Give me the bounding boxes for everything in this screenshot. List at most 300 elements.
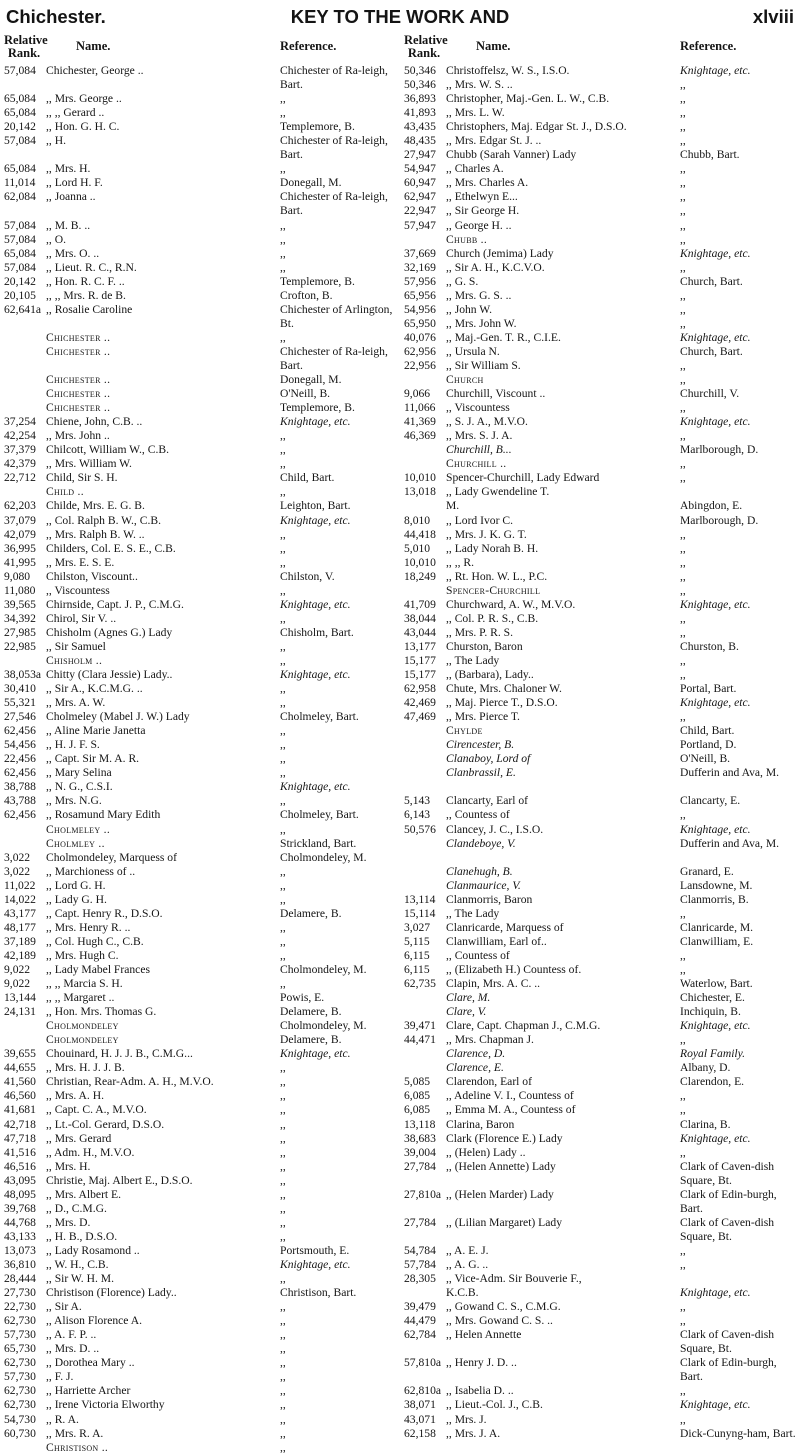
entry-row <box>4 780 396 794</box>
relative-rank: 27,985 <box>4 625 36 639</box>
entry-reference: Templemore, B. <box>280 274 355 288</box>
entry-name: ,, Mrs. A. W. <box>46 696 106 710</box>
relative-rank: 62,730 <box>4 1356 36 1370</box>
relative-rank: 20,142 <box>4 274 36 288</box>
entry-row <box>4 921 396 935</box>
entry-name: ,, Mrs. P. R. S. <box>446 625 514 639</box>
relative-rank: 36,995 <box>4 541 36 555</box>
entry-reference: ,, <box>280 1061 286 1075</box>
entry-row <box>404 1328 796 1356</box>
relative-rank: 5,010 <box>404 541 431 555</box>
entry-row <box>404 373 796 387</box>
entry-row <box>4 1160 396 1174</box>
entry-row <box>404 92 796 106</box>
relative-rank: 9,066 <box>404 387 431 401</box>
relative-rank: 5,143 <box>404 794 431 808</box>
relative-rank: 43,788 <box>4 794 36 808</box>
relative-rank: 10,010 <box>404 555 436 569</box>
relative-rank: 65,950 <box>404 316 436 330</box>
entry-name: Clarence, E. <box>446 1061 504 1075</box>
entry-reference: ,, <box>280 1117 286 1131</box>
relative-rank: 57,084 <box>4 218 36 232</box>
entry-reference: ,, <box>280 1370 286 1384</box>
entry-reference: ,, <box>680 1089 686 1103</box>
entry-row <box>404 654 796 668</box>
entry-name: Chouinard, H. J. J. B., C.M.G... <box>46 1047 193 1061</box>
entry-name: ,, Lieut.-Col. J., C.B. <box>446 1398 543 1412</box>
entry-reference: ,, <box>680 401 686 415</box>
entry-row <box>404 1258 796 1272</box>
entry-name: ,, Maj. Pierce T., D.S.O. <box>446 696 558 710</box>
entry-name: Churchill, Viscount .. <box>446 387 546 401</box>
entry-reference: ,, <box>280 1272 286 1286</box>
entry-row <box>4 92 396 106</box>
entry-name: Cholmondeley, Marquess of <box>46 850 177 864</box>
entry-reference: ,, <box>680 429 686 443</box>
entry-name: ,, Joanna .. <box>46 190 96 204</box>
entry-reference: ,, <box>680 1103 686 1117</box>
entry-reference: ,, <box>680 583 686 597</box>
entry-reference: O'Neill, B. <box>280 387 331 401</box>
entry-row <box>404 1019 796 1033</box>
entry-row <box>4 1089 396 1103</box>
entry-reference: Albany, D. <box>680 1061 731 1075</box>
relative-rank: 22,956 <box>404 358 436 372</box>
entry-name: ,, Sir William S. <box>446 358 521 372</box>
relative-rank: 38,788 <box>4 780 36 794</box>
entry-reference: ,, <box>280 541 286 555</box>
entry-name: ,, Mrs. R. A. <box>46 1426 104 1440</box>
entry-row <box>4 1441 396 1455</box>
entry-row <box>404 134 796 148</box>
relative-rank: 5,085 <box>404 1075 431 1089</box>
relative-rank: 41,681 <box>4 1103 36 1117</box>
entry-reference: ,, <box>680 190 686 204</box>
entry-reference: ,, <box>280 1187 286 1201</box>
entry-reference: ,, <box>280 948 286 962</box>
entry-reference: ,, <box>680 120 686 134</box>
entry-name: Chirnside, Capt. J. P., C.M.G. <box>46 597 184 611</box>
entry-reference: ,, <box>680 541 686 555</box>
relative-rank: 57,084 <box>4 232 36 246</box>
relative-rank: 48,435 <box>404 134 436 148</box>
relative-rank: 13,114 <box>404 892 436 906</box>
entry-name: ,, Mrs. H. <box>46 162 91 176</box>
entry-row <box>404 977 796 991</box>
relative-rank: 38,071 <box>404 1398 436 1412</box>
entry-reference: Clancarty, E. <box>680 794 741 808</box>
relative-rank: 15,177 <box>404 668 436 682</box>
relative-rank: 15,177 <box>404 653 436 667</box>
relative-rank: 6,115 <box>404 963 430 976</box>
entry-name: ,, Lady Norah B. H. <box>446 541 539 555</box>
entry-reference: Chilston, V. <box>280 569 335 583</box>
entry-row <box>404 584 796 598</box>
relative-rank: 43,435 <box>404 120 436 134</box>
entry-name: Chiene, John, C.B. .. <box>46 415 143 429</box>
entry-reference: ,, <box>680 1257 686 1271</box>
entry-reference: ,, <box>280 555 286 569</box>
relative-rank: 62,784 <box>404 1328 436 1342</box>
entry-row <box>404 598 796 612</box>
entry-row <box>404 1384 796 1398</box>
entry-name: Chylde <box>446 724 483 738</box>
entry-name: K.C.B. <box>446 1286 479 1300</box>
entry-reference: ,, <box>680 906 686 920</box>
entry-row <box>404 1061 796 1075</box>
entry-row <box>404 120 796 134</box>
entry-name: ,, Mrs. J. A. <box>446 1426 501 1440</box>
entry-row <box>4 1413 396 1427</box>
relative-rank: 46,560 <box>4 1089 36 1103</box>
entry-name: Clanricarde, Marquess of <box>446 920 564 934</box>
entry-row <box>404 1216 796 1244</box>
entry-reference: Knightage, etc. <box>280 513 351 527</box>
entry-row <box>404 907 796 921</box>
entry-name: ,, The Lady <box>446 653 500 667</box>
relative-rank: 44,479 <box>404 1314 436 1328</box>
entry-reference: ,, <box>280 822 286 836</box>
entry-reference: ,, <box>680 1145 686 1159</box>
entry-row <box>404 1075 796 1089</box>
entry-name: Christopher, Maj.-Gen. L. W., C.B. <box>446 92 610 106</box>
entry-reference: Knightage, etc. <box>680 1019 751 1033</box>
entry-name: ,, Mrs. Albert E. <box>46 1187 122 1201</box>
entry-row <box>404 514 796 528</box>
entry-name: ,, (Elizabeth H.) Countess of. <box>446 963 582 976</box>
relative-rank: 22,730 <box>4 1300 36 1314</box>
entry-row <box>4 584 396 598</box>
entry-row <box>4 176 396 190</box>
entry-row <box>4 865 396 879</box>
entry-name: ,, Lieut. R. C., R.N. <box>46 260 137 274</box>
entry-name: ,, A. G. .. <box>446 1257 489 1271</box>
relative-rank: 39,655 <box>4 1047 36 1061</box>
entry-name: Chubb .. <box>446 232 488 246</box>
relative-rank: 32,169 <box>404 260 436 274</box>
entry-reference: Dick-Cunyng-ham, Bart. <box>680 1426 796 1440</box>
entry-name: Clare, M. <box>446 991 491 1005</box>
entry-name: Chilston, Viscount.. <box>46 569 138 583</box>
entry-name: Christie, Maj. Albert E., D.S.O. <box>46 1173 193 1187</box>
entry-name: ,, Col. Hugh C., C.B. <box>46 934 144 948</box>
entry-row <box>4 1370 396 1384</box>
entry-row <box>4 1328 396 1342</box>
entry-row <box>404 1005 796 1019</box>
entry-row <box>404 1047 796 1061</box>
entry-reference: Cholmondeley, M. <box>280 1019 367 1033</box>
entry-reference: Chichester of Ra-leigh, Bart. <box>280 64 388 92</box>
entry-name: ,, Lady G. H. <box>46 892 107 906</box>
entry-name: ,, Col. P. R. S., C.B. <box>446 611 539 625</box>
entry-row <box>4 1384 396 1398</box>
relative-rank: 38,053a <box>4 668 42 682</box>
entry-name: ,, Mary Selina <box>46 766 112 780</box>
relative-rank: 28,444 <box>4 1272 36 1286</box>
relative-rank: 60,947 <box>404 176 436 190</box>
relative-rank: 62,456 <box>4 766 36 780</box>
entry-row <box>404 429 796 443</box>
entry-reference: Knightage, etc. <box>280 597 351 611</box>
entry-name: Churston, Baron <box>446 639 523 653</box>
relative-rank: 9,080 <box>4 569 31 583</box>
entry-name: ,, Mrs. D. .. <box>46 1342 100 1356</box>
entry-name: ,, N. G., C.S.I. <box>46 780 113 794</box>
entry-reference: ,, <box>280 1201 286 1215</box>
entry-reference: ,, <box>280 611 286 625</box>
relative-rank: 57,947 <box>404 218 436 232</box>
relative-rank: 54,784 <box>404 1243 436 1257</box>
entry-reference: Knightage, etc. <box>680 597 751 611</box>
entry-name: ,, Gowand C. S., C.M.G. <box>446 1300 561 1314</box>
entry-name: ,, Rosamund Mary Edith <box>46 808 161 822</box>
entry-row <box>4 1118 396 1132</box>
entry-name: ,, Mrs. Charles A. <box>446 176 529 190</box>
entry-row <box>404 1160 796 1188</box>
relative-rank: 62,735 <box>404 977 436 991</box>
entry-name: Chubb (Sarah Vanner) Lady <box>446 148 577 162</box>
entry-reference: ,, <box>280 1426 286 1440</box>
relative-rank: 57,730 <box>4 1370 36 1384</box>
entry-row <box>404 1300 796 1314</box>
relative-rank: 57,784 <box>404 1257 436 1271</box>
entry-name: Clarendon, Earl of <box>446 1075 532 1089</box>
entry-row <box>4 401 396 415</box>
relative-rank: 47,718 <box>4 1131 36 1145</box>
entry-name: Clanmaurice, V. <box>446 878 521 892</box>
entry-row <box>404 921 796 935</box>
entry-name: ,, Mrs. G. S. .. <box>446 288 512 302</box>
entry-name: ,, Sir George H. <box>446 204 520 218</box>
entry-name: ,, Sir W. H. M. <box>46 1272 114 1286</box>
entry-reference: Chubb, Bart. <box>680 148 740 162</box>
header-left: Chichester. <box>6 6 106 27</box>
relative-rank: 62,730 <box>4 1314 36 1328</box>
relative-rank: 62,810a <box>404 1384 442 1398</box>
entry-row <box>4 1061 396 1075</box>
entry-name: ,, Hon. G. H. C. <box>46 120 120 134</box>
entry-row <box>404 106 796 120</box>
entry-row <box>4 1258 396 1272</box>
relative-rank: 57,730 <box>4 1328 36 1342</box>
entry-reference: ,, <box>680 1412 686 1426</box>
entry-row <box>404 935 796 949</box>
entry-reference: ,, <box>680 373 686 387</box>
entry-name: ,, D., C.M.G. <box>46 1201 107 1215</box>
entry-name: ,, Mrs. John .. <box>46 429 110 443</box>
entry-name: Clancey, J. C., I.S.O. <box>446 822 544 836</box>
entry-name: Childers, Col. E. S. E., C.B. <box>46 541 176 555</box>
entry-row <box>4 766 396 780</box>
entry-reference: ,, <box>680 948 686 962</box>
entry-row <box>404 471 796 485</box>
entry-row <box>4 289 396 303</box>
relative-rank: 13,118 <box>404 1117 436 1131</box>
entry-row <box>4 1033 396 1047</box>
relative-rank: 9,022 <box>4 977 31 991</box>
column-header <box>404 34 796 64</box>
entry-name: ,, Countess of <box>446 808 510 822</box>
entry-name: ,, Mrs. S. J. A. <box>446 429 513 443</box>
entry-row <box>404 204 796 218</box>
entry-name: ,, Lady Mabel Frances <box>46 963 150 976</box>
entry-name: Chichester .. <box>46 330 111 344</box>
entry-name: ,, (Barbara), Lady.. <box>446 668 534 682</box>
entry-reference: Clark of Edin-burgh, Bart. <box>680 1187 777 1215</box>
entry-row <box>404 949 796 963</box>
relative-rank: 27,730 <box>4 1286 36 1300</box>
entry-row <box>4 808 396 822</box>
entry-row <box>4 935 396 949</box>
entry-row <box>4 570 396 584</box>
entry-row <box>404 1146 796 1160</box>
entry-reference: Child, Bart. <box>280 471 335 485</box>
entry-reference: Chichester of Arlington, Bt. <box>280 302 393 330</box>
entry-reference: ,, <box>680 569 686 583</box>
entry-reference: ,, <box>280 232 286 246</box>
relative-rank: 15,114 <box>404 906 436 920</box>
entry-row <box>404 1103 796 1117</box>
entry-row <box>4 443 396 457</box>
entry-name: Churchill .. <box>446 457 507 471</box>
column-header <box>4 34 396 64</box>
entry-name: Clanwilliam, Earl of.. <box>446 934 547 948</box>
relative-rank: 38,044 <box>404 611 436 625</box>
entry-reference: ,, <box>680 232 686 246</box>
entry-reference: ,, <box>280 696 286 710</box>
entry-name: Clandeboye, V. <box>446 836 516 850</box>
entry-row <box>4 373 396 387</box>
entry-row <box>4 162 396 176</box>
entry-name: Childe, Mrs. E. G. B. <box>46 499 145 513</box>
entry-row <box>404 682 796 696</box>
entry-reference: ,, <box>280 1300 286 1314</box>
entry-row <box>404 289 796 303</box>
entry-reference: ,, <box>280 527 286 541</box>
entry-row <box>404 317 796 331</box>
relative-rank: 44,471 <box>404 1033 436 1047</box>
entry-row <box>4 794 396 808</box>
relative-rank: 57,084 <box>4 134 36 148</box>
entry-name: ,, Mrs. Gerard <box>46 1131 112 1145</box>
entry-name: Clanmorris, Baron <box>446 892 533 906</box>
entry-row <box>404 64 796 78</box>
entry-row <box>4 963 396 977</box>
entry-reference: Knightage, etc. <box>680 822 751 836</box>
entry-row <box>4 598 396 612</box>
entry-row <box>4 387 396 401</box>
entry-reference: ,, <box>680 1243 686 1257</box>
relative-rank: 54,456 <box>4 738 36 752</box>
entry-reference: ,, <box>280 1229 286 1243</box>
entry-reference: Lansdowne, M. <box>680 878 753 892</box>
relative-rank: 41,560 <box>4 1075 36 1089</box>
entry-reference: ,, <box>280 1215 286 1229</box>
relative-rank: 43,044 <box>404 625 436 639</box>
relative-rank: 10,010 <box>404 471 436 485</box>
entry-reference: Clanwilliam, E. <box>680 934 754 948</box>
entry-reference: Chichester of Ra-leigh, Bart. <box>280 134 388 162</box>
entry-row <box>4 626 396 640</box>
relative-rank: 9,022 <box>4 963 31 976</box>
entry-reference: Clark of Caven-dish Square, Bt. <box>680 1159 775 1187</box>
entry-name: ,, Mrs. E. S. E. <box>46 555 115 569</box>
entry-name: ,, ,, R. <box>446 555 475 569</box>
relative-rank: 41,369 <box>404 415 436 429</box>
relative-rank: 62,947 <box>404 190 436 204</box>
entry-reference: Chichester of Ra-leigh, Bart. <box>280 344 388 372</box>
relative-rank: 62,203 <box>4 499 36 513</box>
entry-reference: ,, <box>280 260 286 274</box>
relative-rank: 47,469 <box>404 710 436 724</box>
relative-rank: 54,947 <box>404 162 436 176</box>
entry-reference: ,, <box>280 934 286 948</box>
entry-reference: ,, <box>280 1412 286 1426</box>
name-heading: Name. <box>76 39 111 53</box>
entry-name: Spencer-Churchill, Lady Edward <box>446 471 600 485</box>
entry-row <box>404 1356 796 1384</box>
entry-reference: ,, <box>280 864 286 878</box>
relative-rank: 44,655 <box>4 1061 36 1075</box>
entry-reference: ,, <box>280 1089 286 1103</box>
entry-row <box>404 1413 796 1427</box>
relative-rank: 50,346 <box>404 64 436 77</box>
entry-row <box>4 1244 396 1258</box>
entry-name: Cholmley .. <box>46 836 105 850</box>
entry-name: ,, Mrs. J. <box>446 1412 487 1426</box>
entry-reference: ,, <box>680 260 686 274</box>
entry-name: ,, ,, Mrs. R. de B. <box>46 288 126 302</box>
entry-name: ,, Mrs. D. <box>46 1215 91 1229</box>
entry-name: M. <box>446 499 460 513</box>
entry-name: ,, Mrs. Edgar St. J. .. <box>446 134 542 148</box>
entry-name: ,, (Lilian Margaret) Lady <box>446 1215 562 1229</box>
entry-row <box>404 485 796 499</box>
relative-rank: 57,956 <box>404 274 436 288</box>
entry-reference: Clanricarde, M. <box>680 920 754 934</box>
entry-name: ,, Hon. R. C. F. .. <box>46 274 125 288</box>
entry-name: ,, Mrs. Henry R. .. <box>46 920 131 934</box>
entry-row <box>4 261 396 275</box>
entry-row <box>4 1202 396 1216</box>
entry-reference: ,, <box>280 1314 286 1328</box>
entry-reference: ,, <box>280 1131 286 1145</box>
relative-rank: 13,177 <box>404 639 436 653</box>
relative-rank: 28,305 <box>404 1272 436 1286</box>
entry-row <box>404 443 796 457</box>
entry-row <box>4 134 396 162</box>
entry-row <box>4 485 396 499</box>
entry-reference: Chichester, E. <box>680 991 745 1005</box>
entry-reference: Powis, E. <box>280 991 325 1005</box>
entry-reference: Delamere, B. <box>280 906 342 920</box>
entry-name: Chute, Mrs. Chaloner W. <box>446 682 562 696</box>
entry-name: Clanehugh, B. <box>446 864 513 878</box>
entry-row <box>404 499 796 513</box>
entry-reference: ,, <box>280 106 286 120</box>
entry-reference: ,, <box>280 429 286 443</box>
entry-reference: Leighton, Bart. <box>280 499 351 513</box>
entry-row <box>4 907 396 921</box>
relative-rank: 18,249 <box>404 569 436 583</box>
entry-name: ,, Ethelwyn E... <box>446 190 518 204</box>
relative-rank: 3,027 <box>404 920 431 934</box>
entry-reference: O'Neill, B. <box>680 752 731 766</box>
entry-row <box>404 247 796 261</box>
entry-row <box>404 766 796 794</box>
relative-rank: 42,254 <box>4 429 36 443</box>
relative-rank: 11,022 <box>4 878 36 892</box>
